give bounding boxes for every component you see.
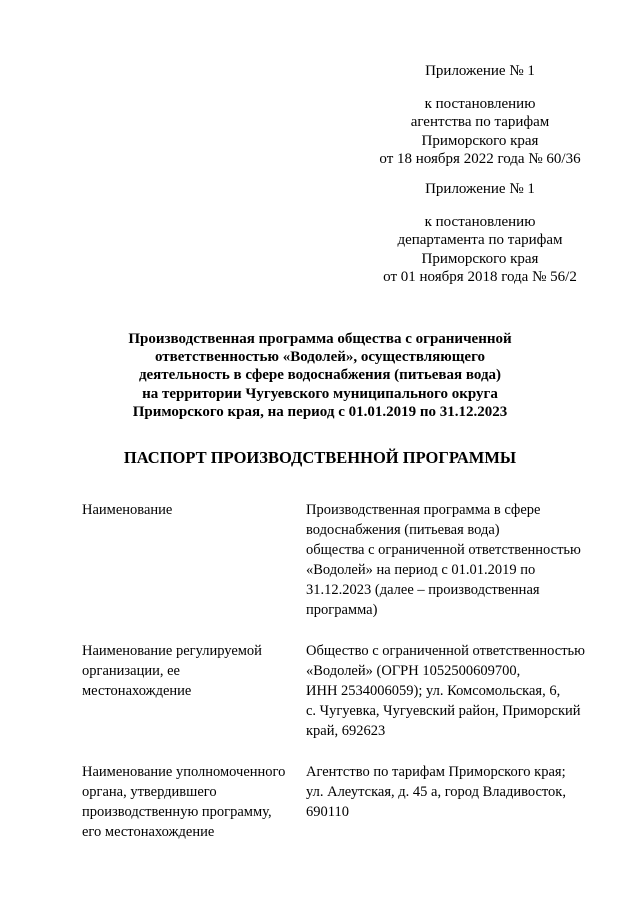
value-line: программа) [306, 602, 378, 618]
label-line: местонахождение [82, 683, 192, 699]
value-line: водоснабжения (питьевая вода) [306, 522, 500, 538]
program-title-line: на территории Чугуевского муниципального округа [142, 385, 498, 402]
passport-heading: ПАСПОРТ ПРОИЗВОДСТВЕННОЙ ПРОГРАММЫ [123, 448, 517, 467]
appendix-current [330, 62, 630, 169]
passport-row-label-name [82, 500, 172, 520]
label-line: Наименование уполномоченного [82, 764, 286, 780]
appendix-line: агентства по тарифам [410, 114, 550, 130]
passport-row-value-organization [306, 641, 585, 741]
value-line: общества с ограниченной ответственностью [306, 542, 581, 558]
program-title-line: деятельность в сфере водоснабжения (питьевая вода) [138, 367, 502, 384]
passport-row-label-organization [82, 641, 262, 701]
passport-row-value-authority [306, 762, 566, 822]
value-line: 690110 [306, 804, 349, 820]
appendix-line: департамента по тарифам [397, 232, 563, 248]
value-line: ул. Алеутская, д. 45 а, город Владивосток, [306, 784, 566, 800]
value-line: Общество с ограниченной ответственностью [306, 643, 585, 659]
label-line: производственную программу, [82, 804, 272, 820]
appendix-line: к постановлению [424, 95, 536, 112]
program-title [0, 330, 640, 421]
value-line: 31.12.2023 (далее – производственная [306, 582, 540, 598]
label-line: Наименование [82, 502, 173, 518]
value-line: «Водолей» (ОГРН 1052500609700, [306, 663, 521, 679]
label-line: организации, ее [82, 663, 180, 679]
value-line: ИНН 2534006059); ул. Комсомольская, 6, [306, 683, 561, 699]
appendix-line: Приморского края [421, 132, 539, 149]
program-title-line: ответственностью «Водолей», осуществляющего [154, 349, 486, 366]
value-line: край, 692623 [306, 723, 386, 739]
value-line: Производственная программа в сфере [306, 502, 541, 518]
label-line: органа, утвердившего [82, 784, 217, 800]
appendix-line: к постановлению [424, 213, 536, 230]
appendix-title: Приложение № 1 [425, 181, 535, 197]
appendix-line: Приморского края [421, 250, 539, 267]
appendix-line: от 18 ноября 2022 года № 60/36 [379, 151, 581, 167]
value-line: с. Чугуевка, Чугуевский район, Приморский [306, 703, 581, 719]
appendix-line: от 01 ноября 2018 года № 56/2 [383, 269, 577, 285]
program-title-line: Приморского края, на период с 01.01.2019 по 31.12.2023 [132, 403, 508, 420]
appendix-original [330, 180, 630, 287]
appendix-title: Приложение № 1 [425, 63, 535, 79]
passport-row-label-authority [82, 762, 285, 842]
value-line: Агентство по тарифам Приморского края; [306, 764, 566, 780]
program-title-line: Производственная программа общества с ограниченной [128, 331, 512, 347]
passport-row-value-name [306, 500, 581, 620]
label-line: его местонахождение [82, 824, 215, 840]
value-line: «Водолей» на период с 01.01.2019 по [306, 562, 536, 578]
label-line: Наименование регулируемой [82, 643, 262, 659]
